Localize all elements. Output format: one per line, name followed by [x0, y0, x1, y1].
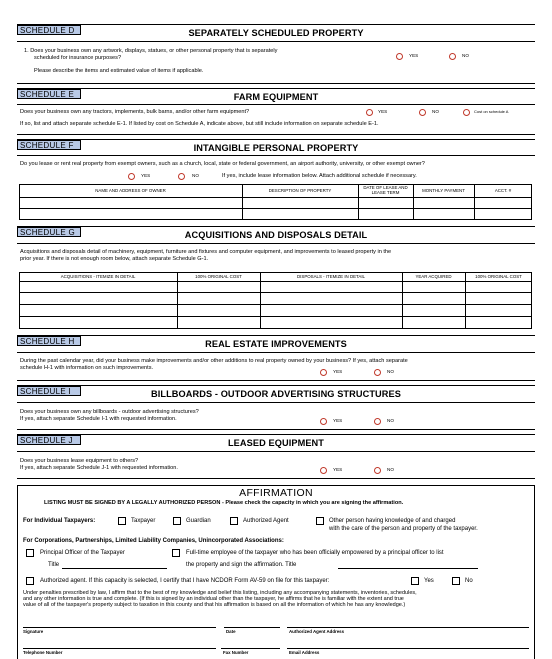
- av59-no-label: No: [465, 578, 473, 584]
- schedule-d-question-cont: scheduled for insurance purposes?: [34, 55, 122, 61]
- schedule-j-question: Does your business lease equipment to others?: [20, 458, 139, 464]
- affirmation-box: [17, 485, 535, 659]
- other-person-checkbox[interactable]: [316, 517, 324, 525]
- schedule-j-no-radio[interactable]: [374, 467, 381, 474]
- schedule-d-question: 1. Does your business own any artwork, displays, statues, or other personal property that is separately: [24, 48, 278, 54]
- fax-line[interactable]: [221, 648, 280, 649]
- schedule-f-label: SCHEDULE F: [17, 140, 81, 150]
- schedule-i-question: Does your business own any billboards - outdoor advertising structures?: [20, 409, 199, 415]
- schedule-i-yes-label: YES: [333, 418, 343, 423]
- schedule-h-yes-radio[interactable]: [320, 369, 327, 376]
- schedule-f-no-radio[interactable]: [178, 173, 185, 180]
- schedule-i-no-radio[interactable]: [374, 418, 381, 425]
- other-person-label-cont: with the care of the person and property of the taxpayer.: [329, 526, 478, 532]
- schedule-g-col-year: YEAR ACQUIRED: [415, 274, 452, 279]
- telephone-label: Telephone Number: [23, 650, 63, 655]
- penalty-statement-1: Under penalties prescribed by law, I affirm that to the best of my knowledge and belief this listing, including any accompanying statements, inventories, schedules,: [23, 590, 417, 596]
- schedule-f-no-label: NO: [192, 173, 199, 178]
- schedule-j-no-label: NO: [387, 467, 394, 472]
- taxpayer-label: Taxpayer: [131, 518, 156, 524]
- schedule-d-no-label: NO: [462, 53, 469, 58]
- schedule-j-yes-label: YES: [333, 467, 343, 472]
- authorized-agent-statement-checkbox[interactable]: [26, 577, 34, 585]
- schedule-g-description: Acquisitions and disposals detail of machinery, equipment, furniture and fixtures and computer equipment, and improvements to leased property in the: [20, 249, 392, 255]
- schedule-e-question: Does your business own any tractors, implements, bulk barns, and/or other farm equipment?: [20, 109, 250, 115]
- authorized-agent-checkbox[interactable]: [230, 517, 238, 525]
- agent-address-line[interactable]: [287, 627, 529, 628]
- schedule-e-yes-radio[interactable]: [366, 109, 373, 116]
- schedule-e-title: FARM EQUIPMENT: [233, 92, 319, 102]
- schedule-e-cost-label: Cost on schedule A: [474, 109, 509, 114]
- schedule-d-label: SCHEDULE D: [17, 25, 81, 35]
- schedule-i-no-label: NO: [387, 418, 394, 423]
- schedule-f-col-payment: MONTHLY PAYMENT: [422, 188, 465, 193]
- penalty-statement-3: value of all of the taxpayer's property subject to taxation in this county and that his affirmation is based on all the information of which he has any knowledge.): [23, 602, 406, 608]
- principal-officer-checkbox[interactable]: [26, 549, 34, 557]
- schedule-j-instruction: If yes, attach separate Schedule J-1 with requested information.: [20, 465, 178, 471]
- schedule-f-col-acct: ACCT. #: [494, 188, 512, 193]
- other-person-label: Other person having knowledge of and charged: [329, 518, 456, 524]
- schedule-j-title: LEASED EQUIPMENT: [227, 438, 325, 448]
- schedule-e-no-label: NO: [432, 109, 439, 114]
- signature-line[interactable]: [23, 627, 216, 628]
- schedule-d-no-radio[interactable]: [449, 53, 456, 60]
- av59-yes-label: Yes: [424, 578, 434, 584]
- schedule-g-description-cont: prior year. If there is not enough room below, attach separate Schedule G-1.: [20, 256, 209, 262]
- schedule-i-title: BILLBOARDS - OUTDOOR ADVERTISING STRUCTURES: [151, 389, 401, 399]
- schedule-i-instruction: If yes, attach separate Schedule I-1 with requested information.: [20, 416, 177, 422]
- schedule-f-question: Do you lease or rent real property from exempt owners, such as a church, local, state or federal government, an airport authority, university, or other exempt owner?: [20, 161, 425, 167]
- schedule-d-title: SEPARATELY SCHEDULED PROPERTY: [188, 28, 364, 38]
- date-line[interactable]: [224, 627, 280, 628]
- principal-officer-title-label: Title: [48, 562, 60, 568]
- taxpayer-checkbox[interactable]: [118, 517, 126, 525]
- schedule-e-label: SCHEDULE E: [17, 89, 81, 99]
- schedule-i-yes-radio[interactable]: [320, 418, 327, 425]
- schedule-h-title: REAL ESTATE IMPROVEMENTS: [205, 339, 347, 349]
- affirmation-title: AFFIRMATION: [239, 487, 313, 499]
- schedule-d-yes-radio[interactable]: [396, 53, 403, 60]
- schedule-f-col-description: DESCRIPTION OF PROPERTY: [268, 188, 332, 193]
- schedule-h-yes-label: YES: [333, 369, 343, 374]
- schedule-h-question: During the past calendar year, did your business make improvements and/or other additions to real property owned by your business? If yes, attach separate: [20, 358, 408, 364]
- schedule-h-no-label: NO: [387, 369, 394, 374]
- schedule-j-yes-radio[interactable]: [320, 467, 327, 474]
- schedule-g-col-disposals: DISPOSALS - ITEMIZE IN DETAIL: [297, 274, 365, 279]
- schedule-e-no-radio[interactable]: [419, 109, 426, 116]
- schedule-i-label: SCHEDULE I: [17, 386, 81, 396]
- guardian-checkbox[interactable]: [173, 517, 181, 525]
- date-label: Date: [226, 629, 236, 634]
- fulltime-employee-checkbox[interactable]: [172, 549, 180, 557]
- schedule-e-instruction: If so, list and attach separate schedule E-1. If listed by cost on Schedule A, indicate above, but still include information on separate schedule E-1.: [20, 121, 379, 127]
- principal-officer-title-line[interactable]: [62, 568, 167, 569]
- email-line[interactable]: [287, 648, 529, 649]
- telephone-line[interactable]: [23, 648, 216, 649]
- fulltime-employee-label-cont: the property and sign the affirmation. Title: [186, 562, 297, 568]
- schedule-h-no-radio[interactable]: [374, 369, 381, 376]
- authorized-agent-label: Authorized Agent: [243, 518, 289, 524]
- schedule-e-cost-radio[interactable]: [463, 109, 470, 116]
- agent-address-label: Authorized Agent Address: [289, 629, 345, 634]
- schedule-g-title: ACQUISITIONS AND DISPOSALS DETAIL: [184, 230, 368, 240]
- schedule-g-col-disp-cost: 100% ORIGINAL COST: [475, 274, 522, 279]
- schedule-e-yes-label: YES: [378, 109, 388, 114]
- email-label: Email Address: [289, 650, 320, 655]
- schedule-h-label: SCHEDULE H: [17, 336, 81, 346]
- fulltime-employee-label: Full-time employee of the taxpayer who has been officially empowered by a principal officer to list: [186, 550, 444, 556]
- signature-label: Signature: [23, 629, 44, 634]
- schedule-f-yes-label: YES: [141, 173, 151, 178]
- corporations-label: For Corporations, Partnerships, Limited Liability Companies, Unincorporated Associations:: [23, 538, 284, 544]
- av59-no-checkbox[interactable]: [452, 577, 460, 585]
- authorized-agent-statement: Authorized agent. If this capacity is selected, I certify that I have NCDOR Form AV-59 on file for this taxpayer:: [40, 578, 330, 584]
- schedule-f-instruction: If yes, include lease information below. Attach additional schedule if necessary.: [222, 173, 417, 179]
- schedule-d-yes-label: YES: [409, 53, 419, 58]
- guardian-label: Guardian: [186, 518, 211, 524]
- schedule-f-col-date: DATE OF LEASE AND LEASE TERM: [363, 185, 408, 195]
- schedule-g-col-acq-cost: 100% ORIGINAL COST: [195, 274, 242, 279]
- schedule-f-title: INTANGIBLE PERSONAL PROPERTY: [193, 143, 359, 153]
- fax-label: Fax Number: [223, 650, 249, 655]
- av59-yes-checkbox[interactable]: [411, 577, 419, 585]
- schedule-d-describe: Please describe the items and estimated value of items if applicable.: [34, 68, 204, 74]
- schedule-h-question-cont: schedule H-1 with information on such improvements.: [20, 365, 154, 371]
- fulltime-title-line[interactable]: [338, 568, 478, 569]
- schedule-f-col-owner: NAME AND ADDRESS OF OWNER: [95, 188, 166, 193]
- principal-officer-label: Principal Officer of the Taxpayer: [40, 550, 125, 556]
- schedule-g-label: SCHEDULE G: [17, 227, 81, 237]
- schedule-g-col-acquisitions: ACQUISITIONS - ITEMIZE IN DETAIL: [60, 274, 136, 279]
- individual-taxpayers-label: For Individual Taxpayers:: [23, 518, 96, 524]
- schedule-j-label: SCHEDULE J: [17, 435, 81, 445]
- schedule-f-yes-radio[interactable]: [128, 173, 135, 180]
- affirmation-subtitle: LISTING MUST BE SIGNED BY A LEGALLY AUTHORIZED PERSON - Please check the capacity in which you are signing the affirmation.: [44, 500, 404, 506]
- penalty-statement-2: and any other information is true and complete. (If this is signed by an individual other than the taxpayer, he affirms that he is familiar with the extent and true: [23, 596, 404, 602]
